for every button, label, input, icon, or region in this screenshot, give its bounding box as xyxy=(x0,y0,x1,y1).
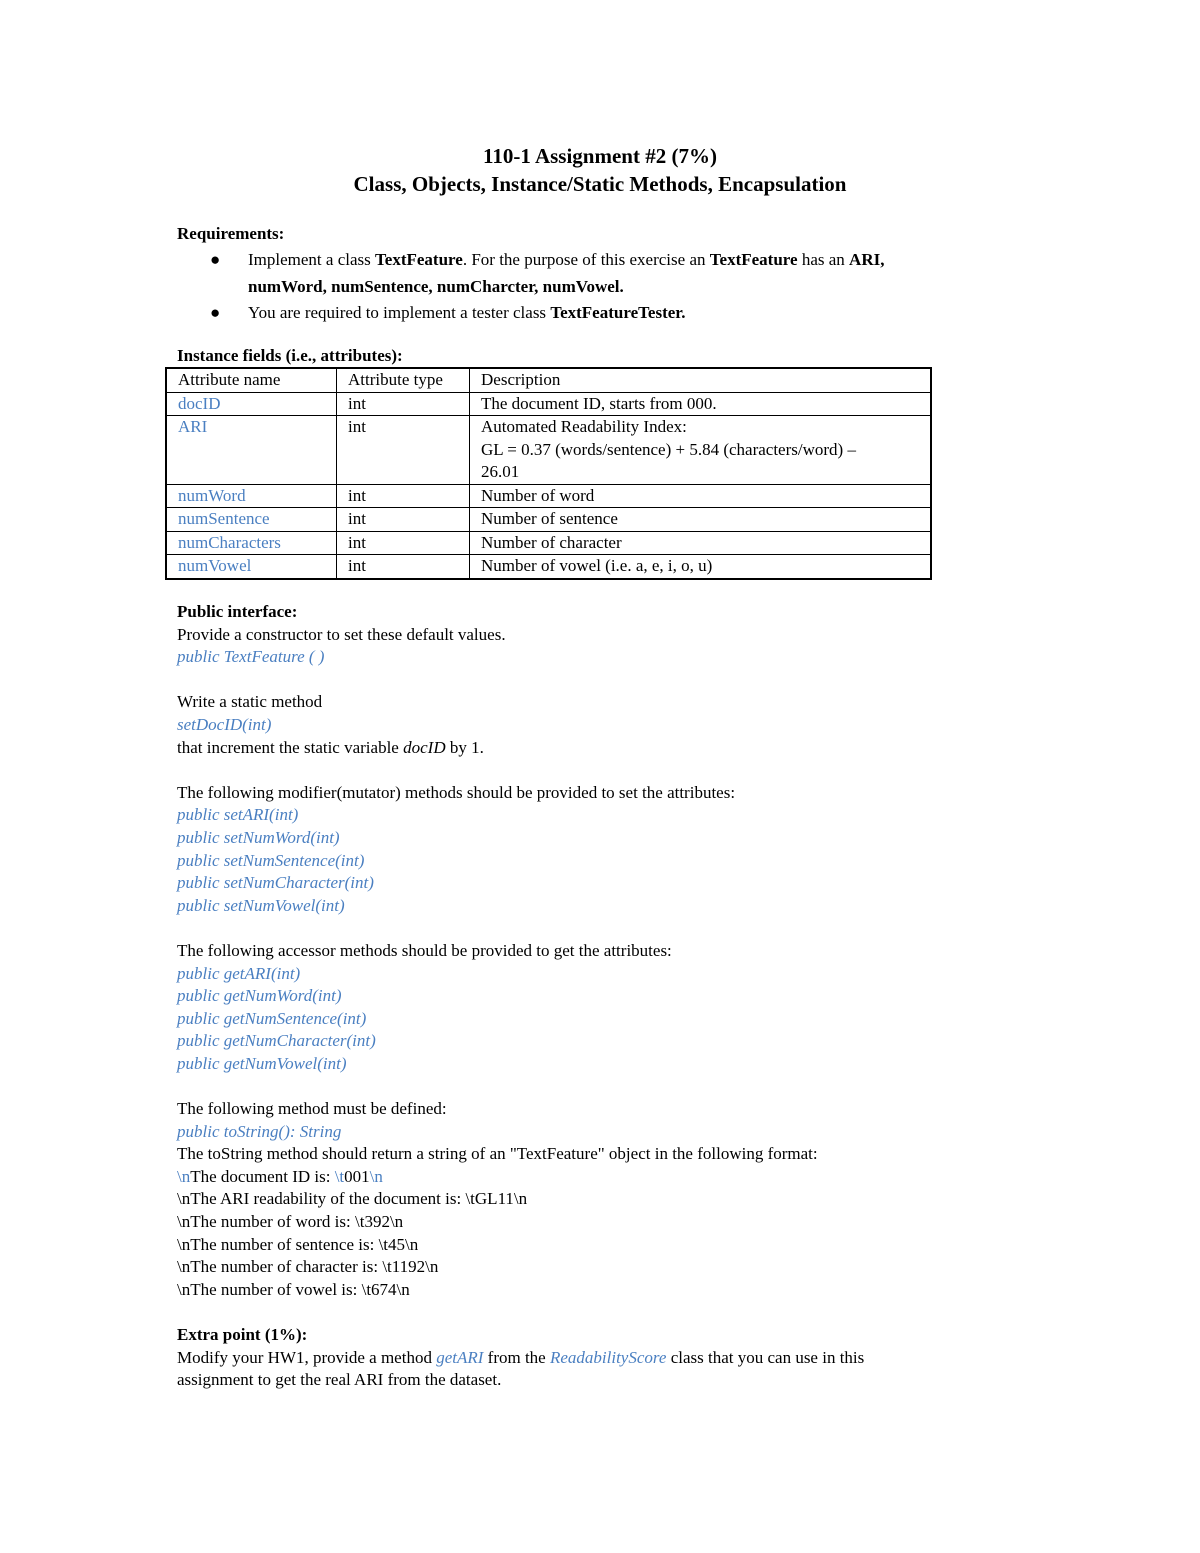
desc-line: Automated Readability Index: xyxy=(481,417,687,436)
extra-text-part: from the xyxy=(483,1347,550,1367)
table-row xyxy=(166,531,931,555)
class-name: ReadabilityScore xyxy=(549,1347,667,1367)
blank-line xyxy=(177,759,864,782)
bullet-icon: ● xyxy=(210,250,221,269)
table-header-row xyxy=(166,368,931,392)
escape-seq: \t xyxy=(334,1166,345,1186)
attr-desc-cell: Number of character xyxy=(470,531,932,555)
table-row xyxy=(166,508,931,532)
req-text: . For the purpose of this exercise an xyxy=(462,250,710,269)
public-interface-section xyxy=(177,601,864,1392)
doc-title: 110-1 Assignment #2 (7%) xyxy=(483,144,717,168)
static-desc xyxy=(177,737,864,760)
attr-type-cell: int xyxy=(337,555,470,579)
escape-seq: \n xyxy=(369,1166,383,1186)
static-intro: Write a static method xyxy=(177,692,323,712)
attr-desc-cell: Number of word xyxy=(470,484,932,508)
method-name: getARI xyxy=(436,1347,484,1367)
desc-line: GL = 0.37 (words/sentence) + 5.84 (characters/word) – xyxy=(481,439,856,459)
table-row xyxy=(166,555,931,579)
modifier-intro: The following modifier(mutator) methods should be provided to set the attributes: xyxy=(177,782,736,802)
format-line xyxy=(177,1166,864,1189)
attr-desc-cell: Number of vowel (i.e. a, e, i, o, u) xyxy=(470,555,932,579)
tostring-signature: public toString(): String xyxy=(177,1121,342,1141)
public-interface-heading: Public interface: xyxy=(177,602,298,621)
req-text: Implement a class xyxy=(248,250,375,269)
class-name: TextFeature xyxy=(375,250,463,269)
static-signature: setDocID(int) xyxy=(177,714,272,734)
instance-fields-heading: Instance fields (i.e., attributes): xyxy=(177,346,403,365)
header-cell: Description xyxy=(470,368,932,392)
table-row xyxy=(166,416,931,485)
attr-type-cell: int xyxy=(337,508,470,532)
table-row xyxy=(166,392,931,416)
bullet-icon: ● xyxy=(210,303,221,322)
header-cell: Attribute name xyxy=(166,368,337,392)
class-name: TextFeature xyxy=(709,250,798,269)
modifier-method: public setARI(int) xyxy=(177,805,299,825)
extra-text-part: class that you can use in this xyxy=(666,1347,865,1367)
tostring-desc: The toString method should return a string of an "TextFeature" object in the following format: xyxy=(177,1144,818,1164)
doc-subtitle: Class, Objects, Instance/Static Methods, Encapsulation xyxy=(353,172,847,196)
static-var: docID xyxy=(403,737,446,757)
format-line: \nThe number of word is: \t392\n xyxy=(177,1212,404,1232)
extra-heading: Extra point (1%): xyxy=(177,1325,308,1344)
format-line: \nThe number of vowel is: \t674\n xyxy=(177,1279,410,1299)
req-text: You are required to implement a tester class xyxy=(248,303,551,322)
attr-desc-cell: Number of sentence xyxy=(470,508,932,532)
accessor-method: public getNumVowel(int) xyxy=(177,1053,347,1073)
attr-name-cell: numWord xyxy=(166,484,337,508)
attr-type-cell: int xyxy=(337,531,470,555)
attr-name-cell: ARI xyxy=(166,416,337,485)
attr-name-cell: numCharacters xyxy=(166,531,337,555)
modifier-method: public setNumSentence(int) xyxy=(177,850,365,870)
modifier-method: public setNumCharacter(int) xyxy=(177,873,374,893)
static-desc-text: that increment the static variable xyxy=(177,737,404,757)
accessor-method: public getNumSentence(int) xyxy=(177,1008,367,1028)
format-value: 001 xyxy=(344,1166,370,1186)
accessor-method: public getNumCharacter(int) xyxy=(177,1031,376,1051)
attr-type-cell: int xyxy=(337,416,470,485)
table-row xyxy=(166,484,931,508)
blank-line xyxy=(177,1075,864,1098)
attr-list: numWord, numSentence, numCharcter, numVowel. xyxy=(248,276,624,296)
attr-desc-cell: The document ID, starts from 000. xyxy=(470,392,932,416)
constructor-text: Provide a constructor to set these default values. xyxy=(177,624,506,644)
requirements-list xyxy=(210,247,884,327)
format-line: \nThe ARI readability of the document is: \tGL11\n xyxy=(177,1189,528,1209)
method-intro: The following method must be defined: xyxy=(177,1099,447,1119)
escape-seq: \n xyxy=(177,1166,191,1186)
requirements-heading: Requirements: xyxy=(177,224,285,243)
format-line: \nThe number of character is: \t1192\n xyxy=(177,1257,439,1277)
attr-desc-cell xyxy=(470,416,932,485)
header-cell: Attribute type xyxy=(337,368,470,392)
extra-text-part: Modify your HW1, provide a method xyxy=(177,1347,437,1367)
blank-line xyxy=(177,669,864,692)
class-name: TextFeatureTester. xyxy=(550,303,686,322)
extra-text-line2: assignment to get the real ARI from the dataset. xyxy=(177,1370,502,1390)
static-desc-text: by 1. xyxy=(445,737,484,757)
constructor-signature: public TextFeature ( ) xyxy=(177,647,325,667)
requirement-item xyxy=(210,300,884,327)
attr-name-cell: numSentence xyxy=(166,508,337,532)
accessor-method: public getARI(int) xyxy=(177,963,301,983)
req-text: has an xyxy=(797,250,850,269)
attr-name-cell: docID xyxy=(166,392,337,416)
extra-text xyxy=(177,1347,864,1370)
format-line: \nThe number of sentence is: \t45\n xyxy=(177,1234,419,1254)
attr-name: ARI, xyxy=(849,250,885,269)
format-text: The document ID is: xyxy=(190,1166,335,1186)
modifier-method: public setNumVowel(int) xyxy=(177,895,345,915)
requirement-item xyxy=(210,247,884,300)
blank-line xyxy=(177,1301,864,1324)
attr-type-cell: int xyxy=(337,484,470,508)
attributes-table xyxy=(165,367,932,580)
attr-type-cell: int xyxy=(337,392,470,416)
accessor-method: public getNumWord(int) xyxy=(177,986,342,1006)
accessor-intro: The following accessor methods should be provided to get the attributes: xyxy=(177,940,672,960)
modifier-method: public setNumWord(int) xyxy=(177,827,340,847)
blank-line xyxy=(177,917,864,940)
attr-name-cell: numVowel xyxy=(166,555,337,579)
desc-line: 26.01 xyxy=(481,462,520,481)
